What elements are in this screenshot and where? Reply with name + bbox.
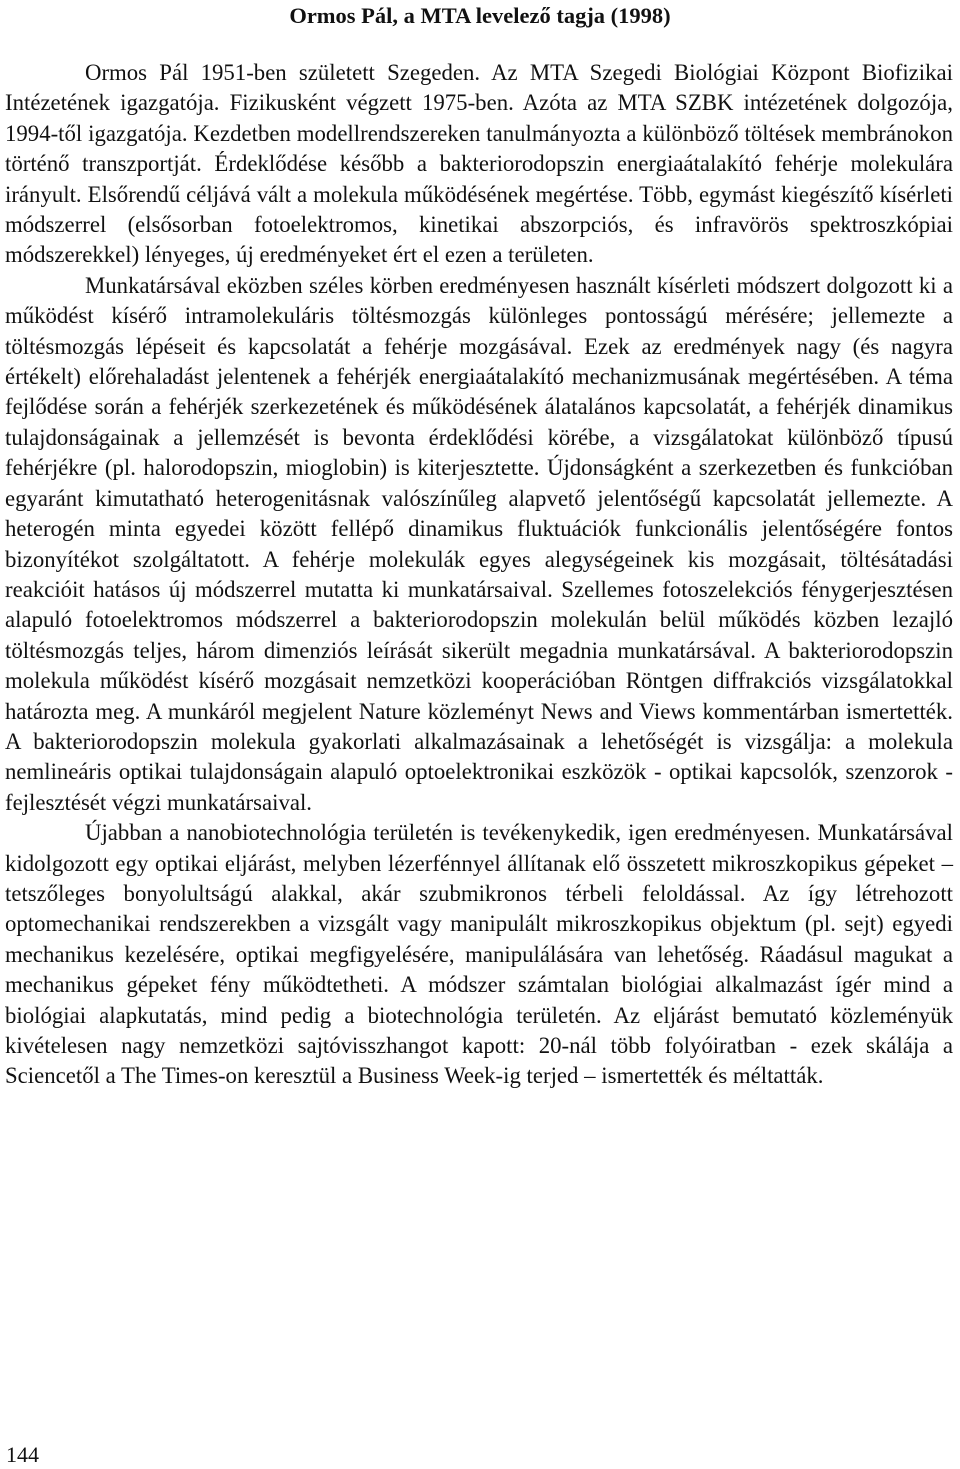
document-body: [5, 58, 953, 1092]
paragraph-2: Munkatársával eközben széles körben eredményesen használt kísérleti módszert dolgozott ki a működést kísérő intramolekuláris töltésmozgás különleges pontosságú mérésére; jellemezte a töltésmozgás lépéseit és kapcsolatát a fehérje mozgásával. Ezek az eredmények nagy (és nagyra értékelt) előrehaladást jelentenek a fehérjék energiaátalakító mechanizmusának megértésében. A téma fejlődése során a fehérjék szerkezetének és működésének álatalános kapcsolatát, a fehérjék dinamikus tulajdonságainak a jellemzését is bevonta érdeklődési körébe, a vizsgálatokat különböző típusú fehérjékre (pl. halorodopszin, mioglobin) is kiterjesztette. Újdonságként a szerkezetben és funkcióban egyaránt kimutatható heterogenitásnak valószínűleg alapvető jelentőségű kapcsolatát jellemezte. A heterogén minta egyedei között fellépő dinamikus fluktuációk funkcionális jelentőségére fontos bizonyítékot szolgáltatott. A fehérje molekulák egyes alegységeinek kis mozgásait, töltésátadási reakcióit hatásos új módszerrel mutatta ki munkatársaival. Szellemes fotoszelekciós fénygerjesztésen alapuló fotoelektromos módszerrel a bakteriorodopszin molekulán belül működés közben lezajló töltésmozgás teljes, három dimenziós leírását sikerült megadnia munkatársával. A bakteriorodopszin molekula működést kísérő mozgásait nemzetközi kooperációban Röntgen diffrakciós vizsgálatokkal határozta meg. A munkáról megjelent Nature közleményt News and Views kommentárban ismertették. A bakteriorodopszin molekula gyakorlati alkalmazásainak a lehetőségét is vizsgálja: a molekula nemlineáris optikai tulajdonságain alapuló optoelektronikai eszközök - optikai kapcsolók, szenzorok - fejlesztését végzi munkatársaival.: [5, 272, 953, 815]
paragraph-1: Ormos Pál 1951-ben született Szegeden. Az MTA Szegedi Biológiai Központ Biofizikai Intézetének igazgatója. Fizikusként végzett 1975-ben. Azóta az MTA SZBK intézetének dolgozója, 1994-től igazgatója. Kezdetben modellrendszereken tanulmányozta a különböző töltések membránokon történő transzportját. Érdeklődése később a bakteriorodopszin energiaátalakító fehérje molekulára irányult. Elsőrendű céljává vált a molekula működésének megértése. Több, egymást kiegészítő kísérleti módszerrel (elsősorban fotoelektromos, kinetikai abszorpciós, és infravörös spektroszkópiai módszerekkel) lényeges, új eredményeket ért el ezen a területen.: [5, 60, 953, 268]
paragraph-3: Újabban a nanobiotechnológia területén is tevékenykedik, igen eredményesen. Munkatársával kidolgozott egy optikai eljárást, melyben lézerfénnyel állítanak elő összetett mikroszkopikus gépeket – tetszőleges bonyolultságú alakkal, akár szubmikronos térbeli feloldással. Az így létrehozott optomechanikai rendszerekben a vizsgált vagy manipulált mikroszkopikus objektum (pl. sejt) egyedi mechanikus kezelésére, optikai megfigyelésére, manipulálására van lehetőség. Ráadásul magukat a mechanikus gépeket fény működtetheti. A módszer számtalan biológiai alkalmazást ígér mind a biológiai alapkutatás, mind pedig a biotechnológia területén. Az eljárást bemutató közleményük kivételesen nagy nemzetközi sajtóvisszhangot kapott: 20-nál több folyóiratban - ezek skálája a Sciencetől a The Times-on keresztül a Business Week-ig terjed – ismertették és méltatták.: [5, 820, 953, 1089]
page-number: 144: [6, 1442, 39, 1467]
document-title: Ormos Pál, a MTA levelező tagja (1998): [289, 3, 671, 28]
